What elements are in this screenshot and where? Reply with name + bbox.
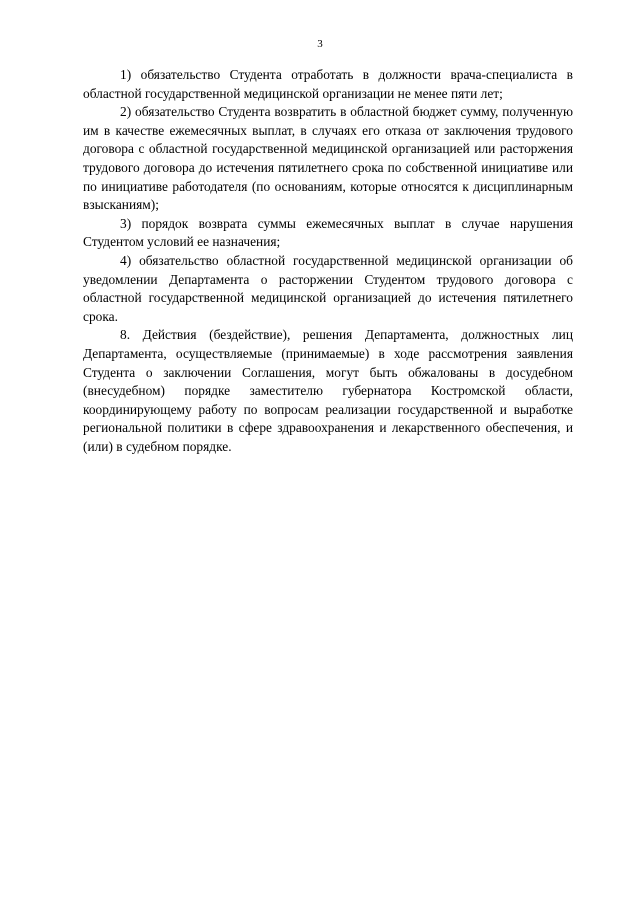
paragraph-item-1: 1) обязательство Студента отработать в должности врача-специалиста в областной государственной медицинской организации не менее пяти лет; [83, 67, 573, 101]
paragraph-item-2: 2) обязательство Студента возвратить в областной бюджет сумму, полученную им в качестве ежемесячных выплат, в случаях его отказа от заключения трудового договора с областной государственной медицинской организацией или расторжения трудового договора до истечения пятилетнего срока по собственной инициативе или по инициативе работодателя (по основаниям, которые относятся к дисциплинарным взысканиям); [83, 104, 573, 213]
paragraph-item-3: 3) порядок возврата суммы ежемесячных выплат в случае нарушения Студентом условий ее назначения; [83, 215, 573, 250]
page-number: 3 [317, 38, 323, 50]
paragraph-item-4: 4) обязательство областной государственной медицинской организации об уведомлении Департамента о расторжении Студентом трудового договора с областной государственной медицинской организацией до истечения пятилетнего срока. [83, 252, 573, 324]
paragraph-clause-8: 8. Действия (бездействие), решения Департамента, должностных лиц Департамента, осуществляемые (принимаемые) в ходе рассмотрения заявления Студента о заключении Соглашения, могут быть обжалованы в досудебном (внесудебном) порядке заместителю губернатора Костромской области, координирующему работу по вопросам реализации государственной и выработке региональной политики в сфере здравоохранения и лекарственного обеспечения, и (или) в судебном порядке. [83, 327, 573, 454]
document-body [83, 66, 573, 456]
